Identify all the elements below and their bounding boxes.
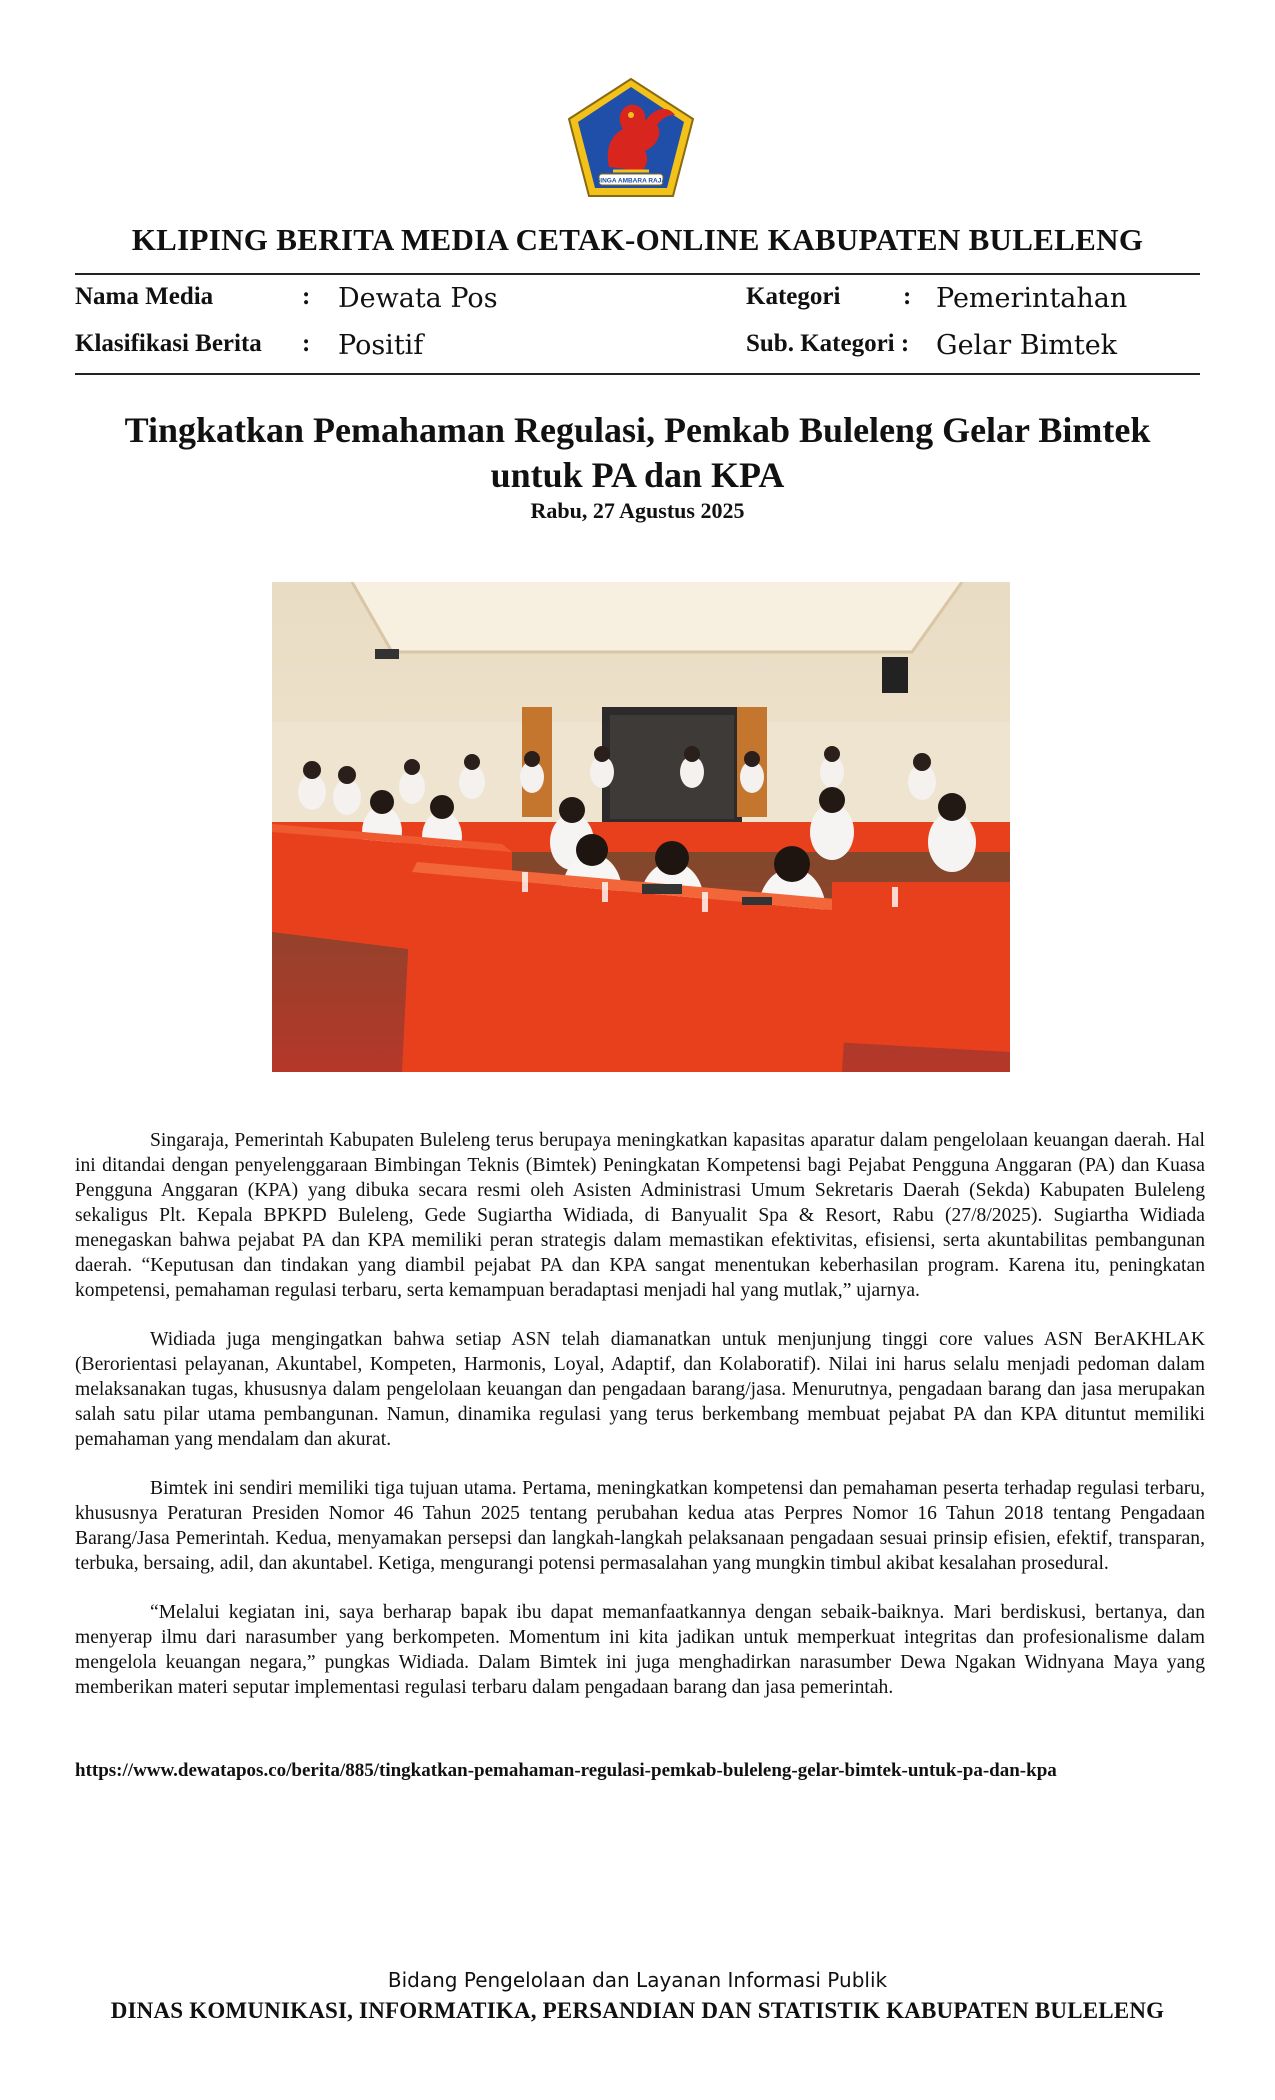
nama-media-label: Nama Media (75, 283, 214, 310)
meeting-room-photo-icon (272, 582, 1010, 1072)
header-divider-bottom (75, 373, 1200, 375)
source-url: https://www.dewatapos.co/berita/885/tingkatkan-pemahaman-regulasi-pemkab-buleleng-gelar-bimtek-untuk-pa-dan-kpa (75, 1760, 1057, 1781)
article-body (75, 1128, 1205, 1724)
article-photo (272, 582, 1010, 1072)
klasifikasi-berita-value: Positif (338, 330, 424, 361)
lion-emblem-icon (565, 75, 697, 200)
nama-media-colon: : (302, 283, 311, 310)
footer-agency: DINAS KOMUNIKASI, INFORMATIKA, PERSANDIAN DAN STATISTIK KABUPATEN BULELENG (110, 1998, 1165, 2023)
article-paragraph: “Melalui kegiatan ini, saya berharap bapak ibu dapat memanfaatkannya dengan sebaik-baiknya. Mari berdiskusi, bertanya, dan menyerap ilmu dari narasumber yang berkompeten. Momentum ini kita jadikan untuk memperkuat integritas dan profesionalisme dalam mengelola keuangan negara,” pungkas Widiada. Dalam Bimtek ini juga menghadirkan narasumber Dewa Ngakan Widnyana Maya yang memberikan materi seputar implementasi regulasi terbaru dalam pengadaan barang dan jasa pemerintah. (75, 1602, 1205, 1698)
article-date: Rabu, 27 Agustus 2025 (530, 498, 745, 523)
buleleng-emblem-logo (565, 75, 697, 200)
klasifikasi-berita-colon: : (302, 330, 311, 357)
nama-media-value: Dewata Pos (338, 283, 498, 314)
kategori-value: Pemerintahan (936, 283, 1128, 314)
kategori-label: Kategori (746, 283, 841, 310)
sub-kategori-value: Gelar Bimtek (936, 330, 1118, 361)
logo-motto: SINGA AMBARA RAJA (595, 177, 667, 185)
klasifikasi-berita-label: Klasifikasi Berita (75, 330, 262, 357)
kliping-title: KLIPING BERITA MEDIA CETAK-ONLINE KABUPATEN BULELENG (131, 222, 1144, 257)
article-paragraph: Bimtek ini sendiri memiliki tiga tujuan utama. Pertama, meningkatkan kompetensi dan pemahaman peserta terhadap regulasi terbaru, khususnya Peraturan Presiden Nomor 46 Tahun 2025 tentang perubahan kedua atas Perpres Nomor 16 Tahun 2018 tentang Pengadaan Barang/Jasa Pemerintah. Kedua, menyamakan persepsi dan langkah-langkah pelaksanaan pengadaan sesuai prinsip efisien, efektif, transparan, terbuka, bersaing, adil, dan akuntabel. Ketiga, mengurangi potensi permasalahan yang mungkin timbul akibat kesalahan prosedural. (75, 1478, 1205, 1574)
article-headline: Tingkatkan Pemahaman Regulasi, Pemkab Buleleng Gelar Bimtek untuk PA dan KPA (124, 410, 1151, 495)
article-paragraph: Widiada juga mengingatkan bahwa setiap ASN telah diamanatkan untuk menjunjung tinggi core values ASN BerAKHLAK (Berorientasi pelayanan, Akuntabel, Kompeten, Harmonis, Loyal, Adaptif, dan Kolaboratif). Nilai ini harus selalu menjadi pedoman dalam melaksanakan tugas, khususnya dalam pengelolaan keuangan dan pengadaan barang/jasa. Menurutnya, pengadaan barang dan jasa merupakan salah satu pilar utama pembangunan. Namun, dinamika regulasi yang terus berkembang membuat pejabat PA dan KPA dituntut memiliki pemahaman yang mendalam dan akurat. (75, 1329, 1205, 1450)
sub-kategori-label: Sub. Kategori : (746, 330, 910, 357)
header-divider-top (75, 273, 1200, 275)
kategori-colon: : (903, 283, 912, 310)
article-paragraph: Singaraja, Pemerintah Kabupaten Buleleng terus berupaya meningkatkan kapasitas aparatur dalam pengelolaan keuangan daerah. Hal ini ditandai dengan penyelenggaraan Bimbingan Teknis (Bimtek) Peningkatan Kompetensi bagi Pejabat Pengguna Anggaran (PA) dan Kuasa Pengguna Anggaran (KPA) yang dibuka secara resmi oleh Asisten Administrasi Umum Sekretaris Daerah (Sekda) Kabupaten Buleleng sekaligus Plt. Kepala BPKPD Buleleng, Gede Sugiartha Widiada, di Banyualit Spa & Resort, Rabu (27/8/2025). Sugiartha Widiada menegaskan bahwa pejabat PA dan KPA memiliki peran strategis dalam memastikan efektivitas, efisiensi, serta akuntabilitas pembangunan daerah. “Keputusan dan tindakan yang diambil pejabat PA dan KPA sangat menentukan keberhasilan program. Karena itu, peningkatan kompetensi, pemahaman regulasi terbaru, serta kemampuan beradaptasi menjadi hal yang mutlak,” ujarnya. (75, 1130, 1205, 1301)
footer-department: Bidang Pengelolaan dan Layanan Informasi Publik (387, 1968, 888, 1992)
